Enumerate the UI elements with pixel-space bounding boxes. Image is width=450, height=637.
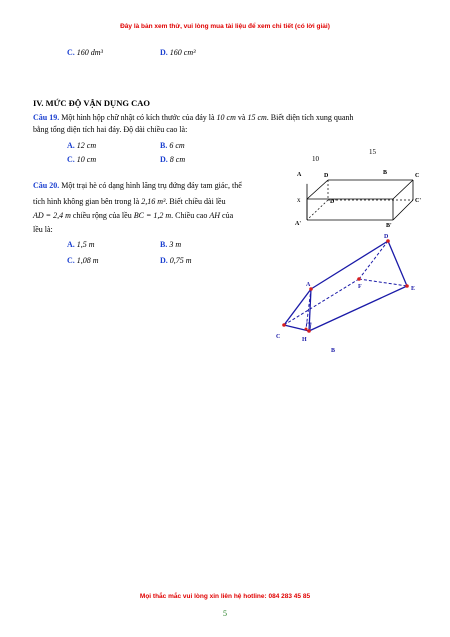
q19-option-b: B. 6 cm <box>160 141 185 150</box>
q20-option-d: D. 0,75 m <box>160 256 192 265</box>
prev-answer-d: D. 160 cm³ <box>160 48 196 57</box>
q19-option-a: A. 12 cm <box>67 141 97 150</box>
box-label-a-prime: A' <box>295 221 301 227</box>
box-label-c-prime: C' <box>415 198 421 204</box>
q20-option-c: C. 1,08 m <box>67 256 99 265</box>
box-label-a: A <box>297 172 302 178</box>
section-title: IV. MỨC ĐỘ VẬN DỤNG CAO <box>33 98 150 108</box>
question-20-line-2: tích hình không gian bên trong là 2,16 m³. Biết chiều dài lều <box>33 197 226 206</box>
prism-label-b: B <box>331 348 336 354</box>
q19-option-d: D. 8 cm <box>160 155 186 164</box>
prism-label-e: E <box>411 286 416 292</box>
prism-point-h <box>305 328 308 331</box>
prism-point-c <box>282 323 286 327</box>
q20-option-b: B. 3 m <box>160 240 182 249</box>
question-19-line-1: Câu 19. Một hình hộp chữ nhật có kích thước của đáy là 10 cm và 15 cm. Biết diện tích xung quanh <box>33 113 354 122</box>
preview-notice: Đây là bản xem thử, vui lòng mua tài liệu để xem chi tiết (có lời giải) <box>120 23 330 30</box>
box-label-d-prime: D' <box>330 199 336 205</box>
prism-point-e <box>405 284 409 288</box>
prism-point-b <box>307 329 311 333</box>
prism-label-f: F <box>358 284 362 290</box>
prism-label-d: D <box>384 234 389 240</box>
question-19-line-2: bằng tổng diện tích hai đáy. Độ dài chiều cao là: <box>33 125 188 134</box>
prism-point-f <box>357 277 361 281</box>
footer-hotline: Mọi thắc mắc vui lòng xin liên hệ hotline: 084 283 45 85 <box>139 593 311 600</box>
box-label-d: D <box>324 173 329 179</box>
box-length-10: 10 <box>312 155 319 163</box>
question-20-line-3: AD = 2,4 m chiều rộng của lều BC = 1,2 m. Chiều cao AH của <box>33 211 234 220</box>
box-label-b-prime: B' <box>386 223 392 229</box>
page-number: 5 <box>223 609 227 618</box>
q19-option-c: C. 10 cm <box>67 155 97 164</box>
prism-label-c: C <box>276 334 281 340</box>
q20-option-a: A. 1,5 m <box>67 240 95 249</box>
prev-answer-c: C. 160 dm³ <box>67 48 103 57</box>
box-figure <box>290 145 440 235</box>
prism-label-h: H <box>302 337 307 343</box>
prism-figure <box>270 230 445 360</box>
box-label-b: B <box>383 170 388 176</box>
box-height-label: x <box>297 196 301 204</box>
box-length-15: 15 <box>369 148 376 156</box>
question-20-line-4: lều là: <box>33 225 53 234</box>
box-label-c: C <box>415 173 420 179</box>
prism-label-a: A <box>306 282 311 288</box>
question-20-line-1: Câu 20. Một trại hè có dạng hình lăng trụ đứng đáy tam giác, thể <box>33 181 242 190</box>
